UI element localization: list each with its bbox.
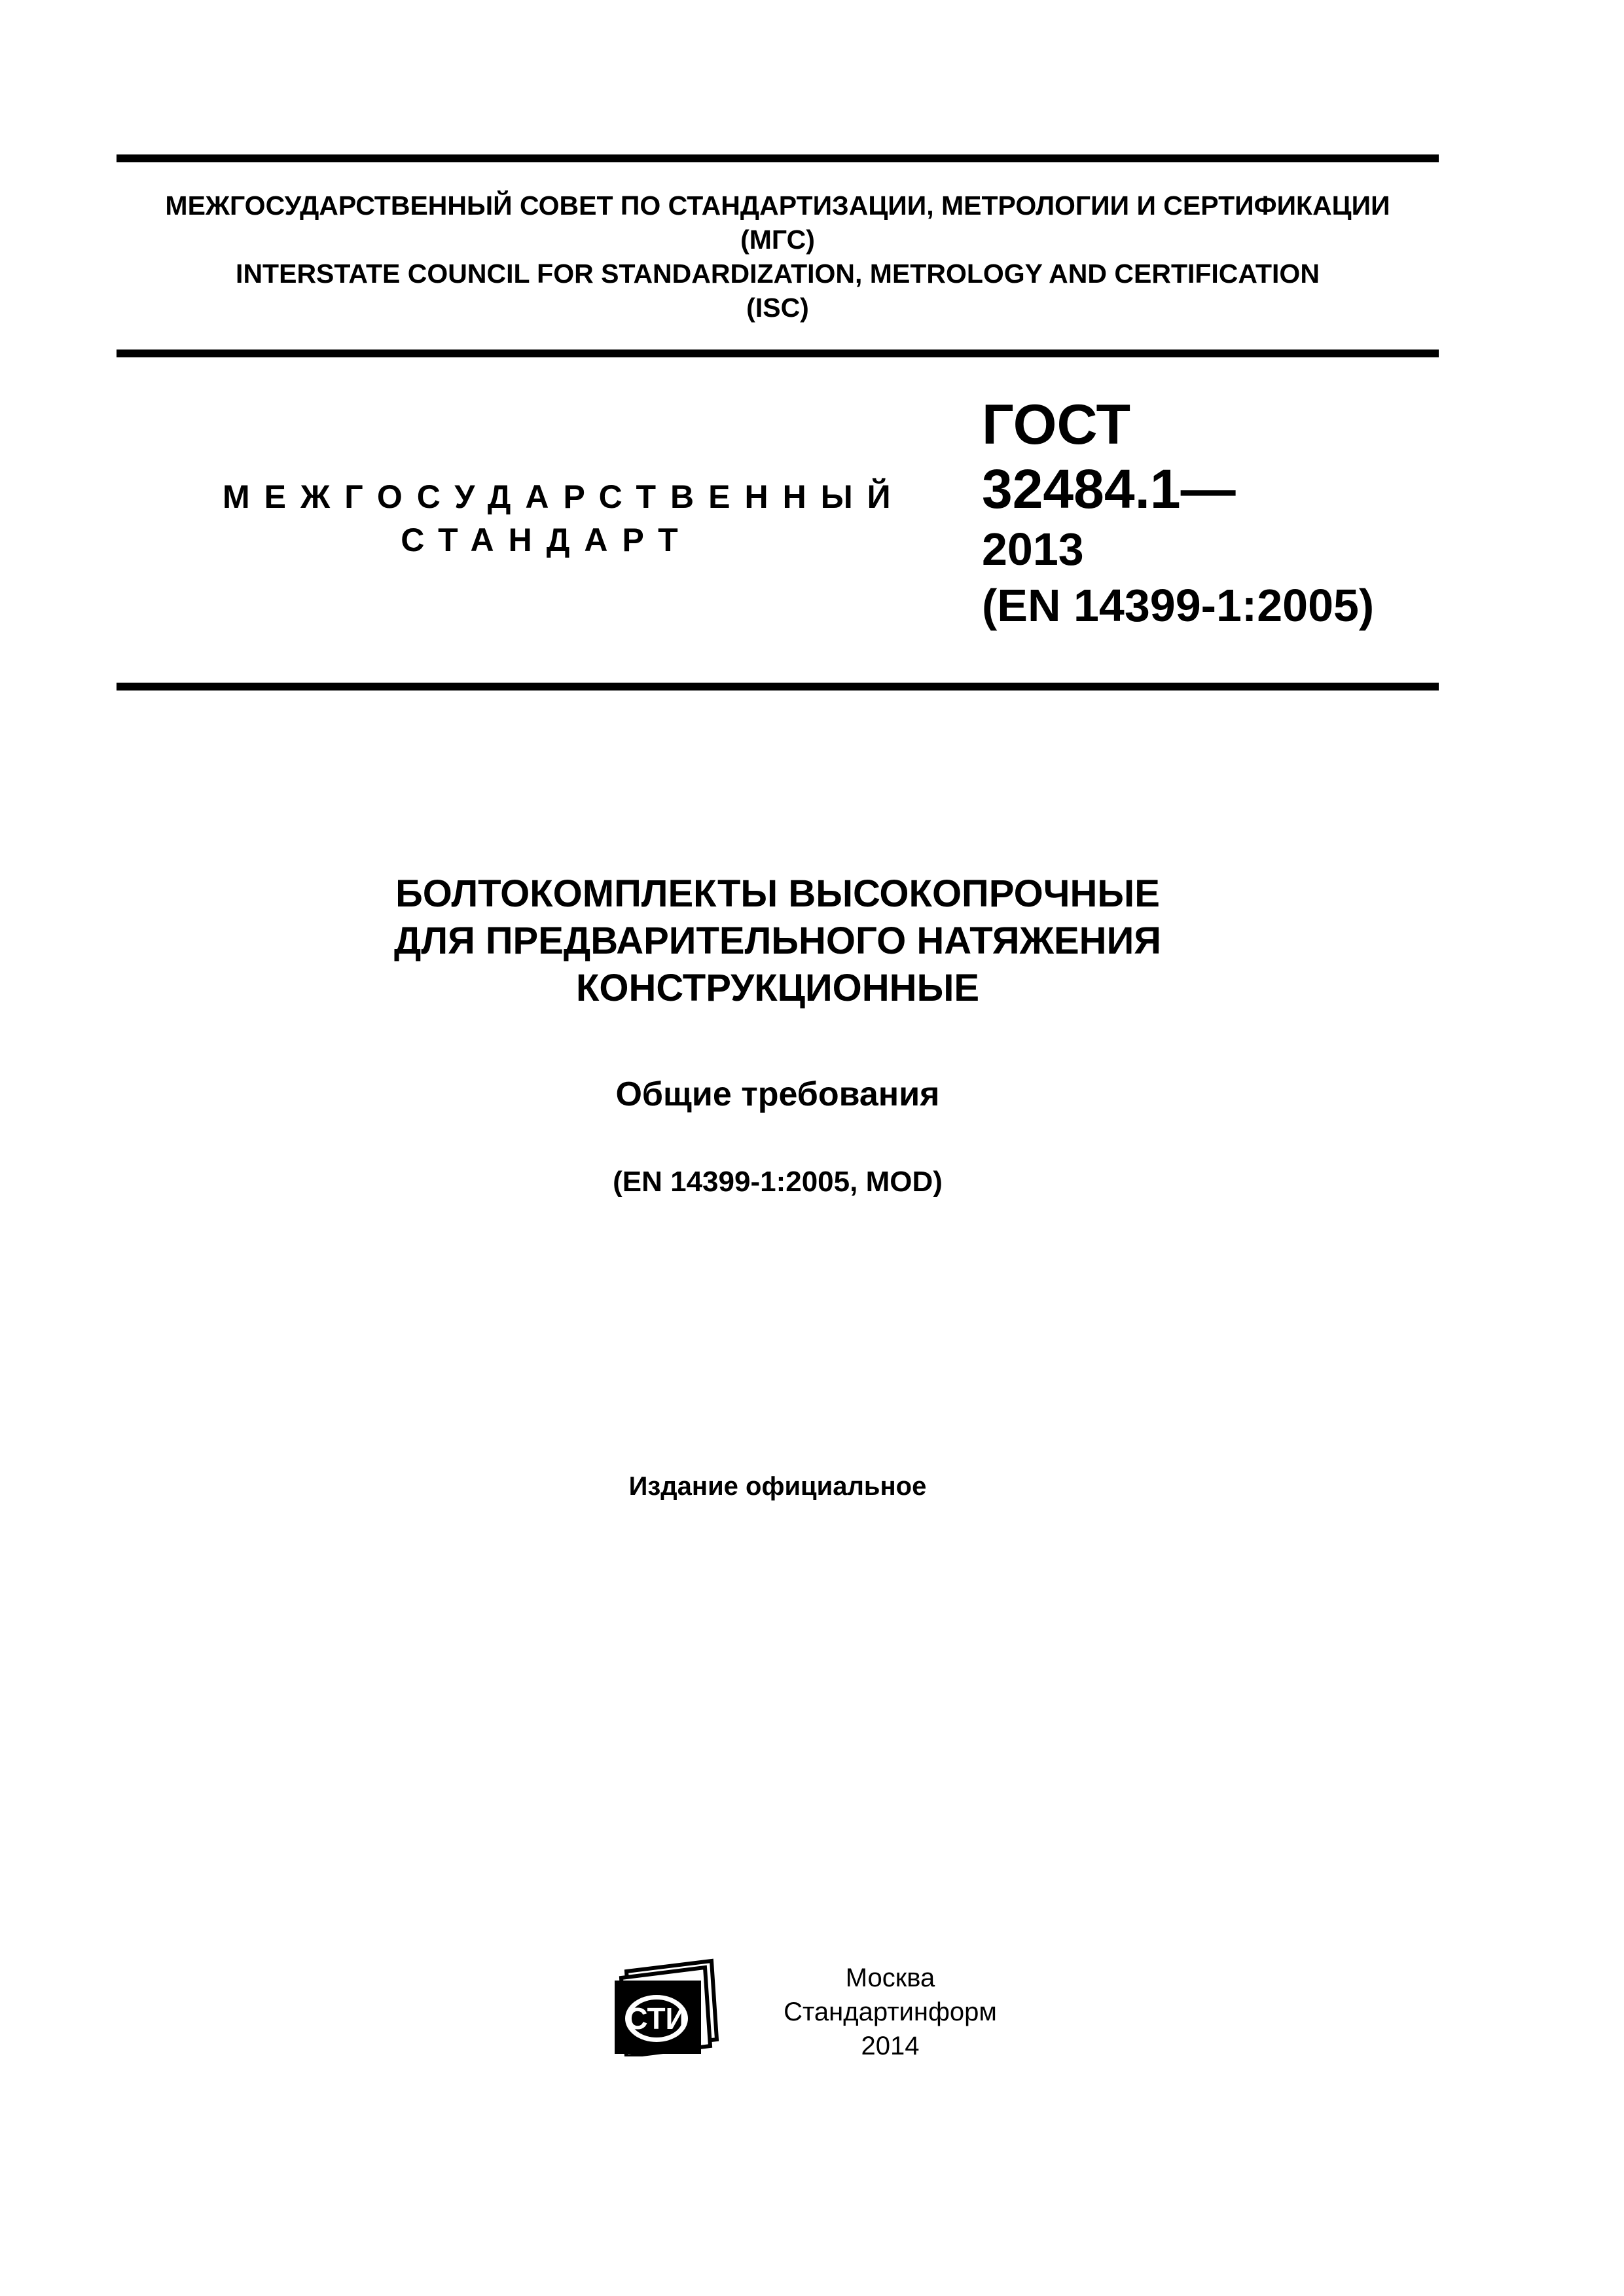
council-abbr-en: (ISC): [746, 293, 809, 323]
designation-year: 2013: [982, 524, 1084, 575]
middle-rule: [117, 350, 1439, 357]
standard-kind: [223, 475, 905, 562]
document-subtitle: Общие требования: [615, 1075, 940, 1113]
designation-equivalent: (EN 14399-1:2005): [982, 580, 1375, 631]
bottom-rule: [117, 683, 1439, 691]
publisher-block: [707, 1961, 1074, 2063]
designation-number: 32484.1—: [982, 458, 1236, 520]
publisher-city: Москва: [845, 1964, 935, 1992]
title-line-2: ДЛЯ ПРЕДВАРИТЕЛЬНОГО НАТЯЖЕНИЯ: [394, 920, 1161, 962]
logo-letters: СТИ: [626, 2001, 687, 2036]
modification-reference: (EN 14399-1:2005, MOD): [613, 1166, 943, 1198]
designation-prefix: ГОСТ: [982, 393, 1131, 456]
title-line-1: БОЛТОКОМПЛЕКТЫ ВЫСОКОПРОЧНЫЕ: [395, 872, 1160, 915]
document-title: [117, 870, 1439, 1012]
council-abbr-ru: (МГС): [740, 224, 815, 255]
council-header: [117, 188, 1439, 325]
title-line-3: КОНСТРУКЦИОННЫЕ: [575, 967, 980, 1009]
publisher-year: 2014: [861, 2032, 920, 2060]
standard-designation: [982, 393, 1374, 634]
standard-kind-line2: СТАНДАРТ: [401, 522, 693, 558]
edition-label: Издание официальное: [628, 1472, 927, 1501]
top-rule: [117, 154, 1439, 162]
council-name-ru: МЕЖГОСУДАРСТВЕННЫЙ СОВЕТ ПО СТАНДАРТИЗАЦИИ, МЕТРОЛОГИИ И СЕРТИФИКАЦИИ: [165, 190, 1390, 221]
standard-kind-line1: МЕЖГОСУДАРСТВЕННЫЙ: [223, 478, 905, 515]
publisher-name: Стандартинформ: [784, 1998, 997, 2026]
council-name-en: INTERSTATE COUNCIL FOR STANDARDIZATION, METROLOGY AND CERTIFICATION: [236, 259, 1320, 289]
